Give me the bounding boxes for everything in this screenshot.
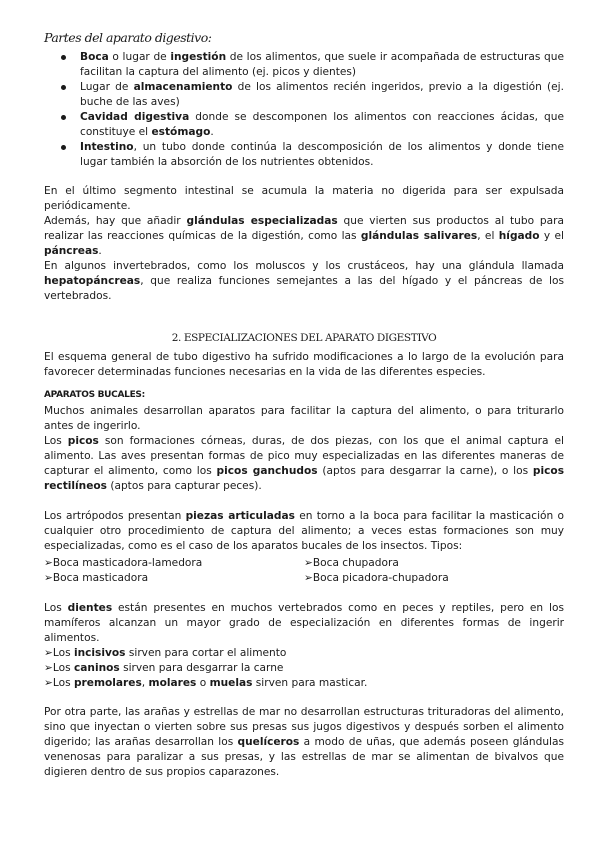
aranas-block: Por otra parte, las arañas y estrellas de mar no desarrollan estructuras trituradoras del alimento, sino que inyectan o vierten sobre sus presas sus jugos digestivos y después sorben el alimento digerido; las arañas desarrollan los quelíceros a modo de uñas, que además poseen glándulas venenosas para paralizar a sus presas, y las estrellas de mar se alimentan de bivalvos que digieren dentro de sus propios caparazones.	[44, 706, 564, 778]
paragraph: En algunos invertebrados, como los moluscos y los crustáceos, hay una glándula llamada hepatopáncreas, que realiza funciones semejantes a las del hígado y el páncreas de los vertebrados.	[44, 260, 564, 302]
parts-bullet-list	[44, 50, 564, 170]
section-intro: El esquema general de tubo digestivo ha sufrido modificaciones a lo largo de la evolución para favorecer determinadas funciones necesarias en la vida de las diferentes especies.	[44, 351, 564, 378]
dientes-list	[44, 646, 564, 691]
section-title: 2. ESPECIALIZACIONES DEL APARATO DIGESTIVO	[171, 332, 437, 344]
dientes-block: Los dientes están presentes en muchos vertebrados como en peces y reptiles, pero en los mamíferos alcanzan un mayor grado de especialización en diferentes formas de ingerir alimentos.	[44, 602, 564, 644]
paragraph: En el último segmento intestinal se acumula la materia no digerida para ser expulsada periódicamente.	[44, 185, 564, 212]
subheading-aparatos-bucales: APARATOS BUCALES:	[44, 390, 145, 400]
paragraph-block-1	[44, 184, 564, 304]
tipos-grid	[44, 556, 564, 586]
section-heading-partes: Partes del aparato digestivo:	[44, 30, 212, 45]
paragraph: Además, hay que añadir glándulas especializadas que vierten sus productos al tubo para realizar las reacciones químicas de la digestión, como las glándulas salivares, el hígado y el páncreas.	[44, 215, 565, 257]
tipos-row: ➢Boca masticadora-lamedora ➢Boca chupadora	[44, 557, 399, 569]
artropodos-block: Los artrópodos presentan piezas articuladas en torno a la boca para facilitar la masticación o cualquier otro procedimiento de captura del alimento; a veces estas formaciones son muy especializadas, como es el caso de los aparatos bucales de los insectos. Tipos:	[44, 510, 564, 552]
list-item: Lugar de almacenamiento de los alimentos recién ingeridos, previo a la digestión (ej. buche de las aves)	[44, 80, 564, 110]
list-item: Intestino, un tubo donde continúa la descomposición de los alimentos y donde tiene lugar también la absorción de los nutrientes obtenidos.	[44, 140, 564, 170]
list-item: ➢Los caninos sirven para desgarrar la carne	[44, 662, 284, 674]
list-item: ➢Los premolares, molares o muelas sirven para masticar.	[44, 677, 368, 689]
bucales-block: Muchos animales desarrollan aparatos para facilitar la captura del alimento, o para triturarlo antes de ingerirlo. Los picos son formaciones córneas, duras, de dos piezas, con los que el animal captura el alimento. Las aves presentan formas de pico muy especializadas en las diferentes maneras de capturar el alimento, como los picos ganchudos (aptos para desgarrar la carne), o los picos rectilíneos (aptos para capturar peces).	[44, 405, 564, 492]
list-item: Cavidad digestiva donde se descomponen los alimentos con reacciones ácidas, que constituye el estómago.	[44, 110, 564, 140]
list-item: Boca o lugar de ingestión de los alimentos, que suele ir acompañada de estructuras que facilitan la captura del alimento (ej. picos y dientes)	[44, 50, 564, 80]
tipos-row: ➢Boca masticadora ➢Boca picadora-chupadora	[44, 572, 449, 584]
list-item: ➢Los incisivos sirven para cortar el alimento	[44, 647, 287, 659]
paragraph: Los picos son formaciones córneas, duras, de dos piezas, con los que el animal captura el alimento. Las aves presentan formas de pico muy especializadas en las diferentes maneras de capturar el alimento, como los picos ganchudos (aptos para desgarrar la carne), o los picos rectilíneos (aptos para capturar peces).	[44, 435, 564, 492]
